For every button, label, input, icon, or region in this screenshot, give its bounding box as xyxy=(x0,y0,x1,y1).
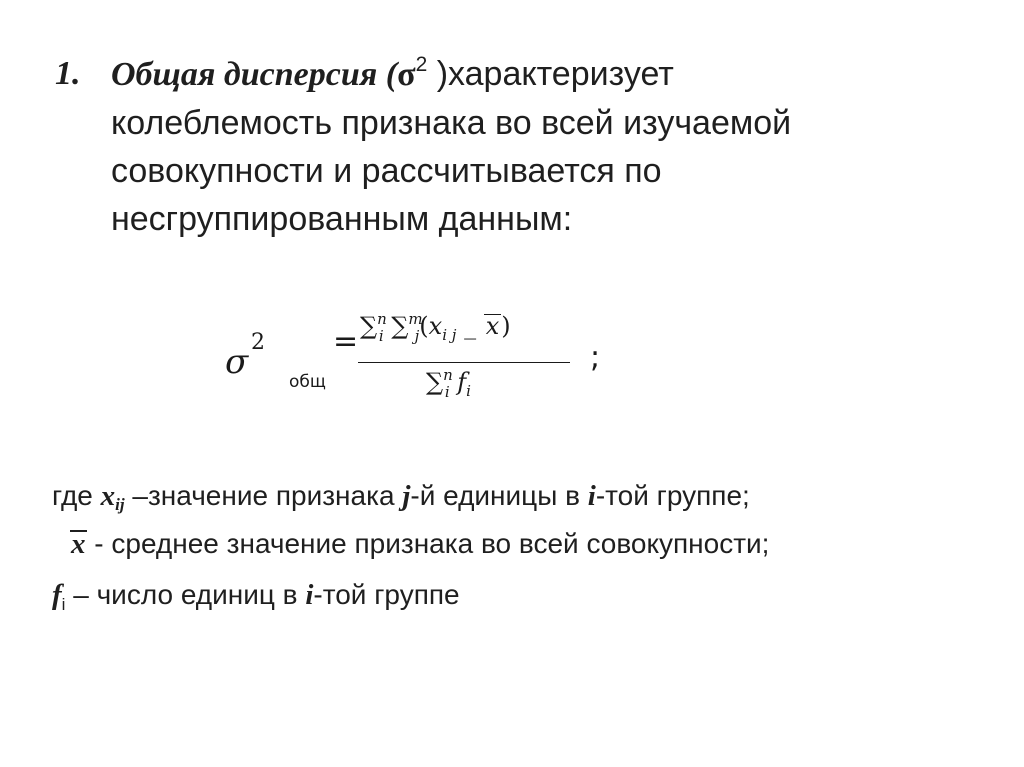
definition-x-bar xyxy=(56,526,769,562)
fraction-bar xyxy=(358,362,570,363)
denominator-sum-sub: i xyxy=(444,383,450,401)
formula-sigma-sub: общ xyxy=(289,372,326,392)
numerator-close-paren: ) xyxy=(501,312,511,340)
denominator-f: f xyxy=(457,368,467,396)
denominator-f-sub: i xyxy=(466,382,471,400)
symbol-i-2: i xyxy=(305,579,314,611)
numerator-xbar: x xyxy=(485,312,500,340)
definition-f-i xyxy=(52,577,460,613)
sigma-symbol: σ xyxy=(397,56,416,93)
formula-sigma: σ xyxy=(225,342,249,382)
definition-f-text-b: -той группе xyxy=(313,579,460,610)
numerator-sum-2-sup: m xyxy=(408,310,423,328)
heading-line-1 xyxy=(111,50,775,99)
numerator-sum-2-sub: j xyxy=(414,327,420,345)
numerator-x: x xyxy=(428,312,443,340)
denominator-sum-sup: n xyxy=(443,366,453,384)
symbol-i: i xyxy=(587,480,596,512)
numerator-sum-1-sup: n xyxy=(377,310,387,328)
definition-prefix: где xyxy=(52,480,101,511)
heading-line-2: колеблемость признака во всей изучаемой xyxy=(111,104,792,142)
symbol-f: f xyxy=(52,579,62,611)
definition-x-ij xyxy=(52,478,750,514)
definition-heading xyxy=(55,50,792,243)
definition-text-b: -й единицы в xyxy=(410,480,588,511)
symbol-x-ij xyxy=(101,480,125,512)
definition-x-bar-text: - среднее значение признака во всей совокупности; xyxy=(86,528,770,559)
heading-line-1-rest: )характеризует xyxy=(427,55,674,93)
formula-semicolon: ; xyxy=(590,340,601,375)
heading-line-4: несгруппированным данным: xyxy=(111,200,573,238)
numerator-sum-1-sub: i xyxy=(378,327,384,345)
denominator-sum: ∑ xyxy=(426,368,444,396)
formula-lhs xyxy=(225,330,326,392)
definition-f-text-a: – число единиц в xyxy=(65,579,306,610)
symbol-f-sub: i xyxy=(61,595,66,614)
item-number: 1. xyxy=(55,55,81,92)
formula-equals: = xyxy=(333,324,359,359)
term-title: Общая дисперсия ( xyxy=(111,56,398,93)
formula-numerator xyxy=(360,310,511,345)
definition-text-c: -той группе; xyxy=(595,480,750,511)
numerator-open-paren: ( xyxy=(419,312,429,340)
definition-text-a: –значение признака xyxy=(124,480,403,511)
numerator-minus: _ xyxy=(456,312,484,340)
numerator-sum-2: ∑ xyxy=(391,312,409,340)
symbol-x: x xyxy=(100,480,116,512)
heading-line-3: совокупности и рассчитывается по xyxy=(111,152,662,190)
formula-denominator xyxy=(426,366,471,401)
numerator-x-sub: i j xyxy=(442,326,457,344)
formula-sigma-sup: 2 xyxy=(251,330,265,355)
symbol-x-ij-sub: ij xyxy=(115,495,125,514)
symbol-j: j xyxy=(402,480,411,512)
symbol-x-bar: x xyxy=(71,528,86,560)
numerator-sum-1: ∑ xyxy=(360,312,378,340)
sigma-superscript: 2 xyxy=(415,53,428,76)
